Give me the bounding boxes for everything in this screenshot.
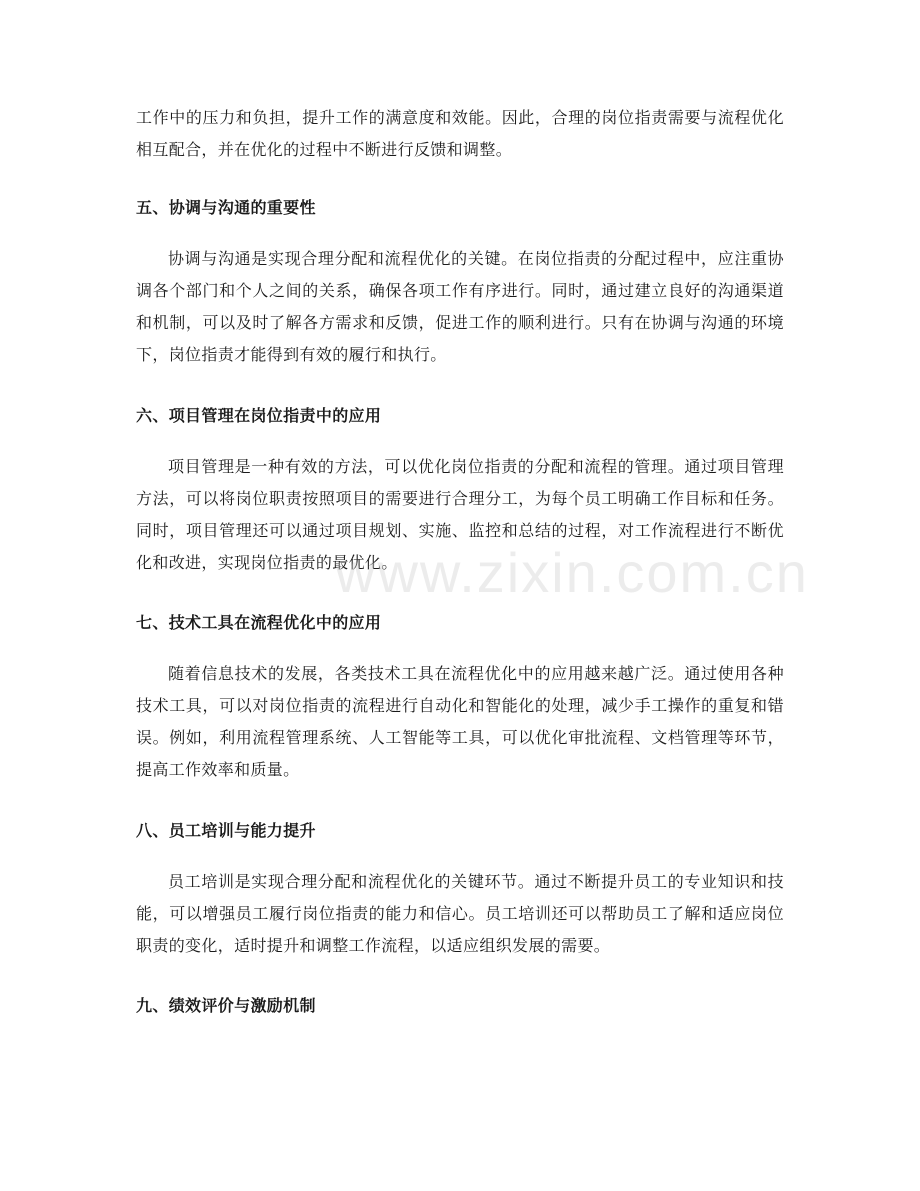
section-6-paragraph: 项目管理是一种有效的方法，可以优化岗位指责的分配和流程的管理。通过项目管理方法，可以将岗位职责按照项目的需要进行合理分工，为每个员工明确工作目标和任务。同时，项目管理还可以通过项目规划、实施、监控和总结的过程，对工作流程进行不断优化和改进，实现岗位指责的最优化。 xyxy=(136,457,784,572)
section-6-heading: 六、项目管理在岗位指责中的应用 xyxy=(136,406,382,425)
section-8-heading: 八、员工培训与能力提升 xyxy=(136,821,316,840)
section-7-heading: 七、技术工具在流程优化中的应用 xyxy=(136,613,382,632)
section-5-heading: 五、协调与沟通的重要性 xyxy=(136,198,316,217)
watermark-text: www.zixin.com.cn xyxy=(335,541,809,604)
paragraph-4-ending: 工作中的压力和负担，提升工作的满意度和效能。因此，合理的岗位指责需要与流程优化相互配合，并在优化的过程中不断进行反馈和调整。 xyxy=(136,108,784,159)
section-5-paragraph: 协调与沟通是实现合理分配和流程优化的关键。在岗位指责的分配过程中，应注重协调各个部门和个人之间的关系，确保各项工作有序进行。同时，通过建立良好的沟通渠道和机制，可以及时了解各方需求和反馈，促进工作的顺利进行。只有在协调与沟通的环境下，岗位指责才能得到有效的履行和执行。 xyxy=(136,249,784,364)
section-8-paragraph: 员工培训是实现合理分配和流程优化的关键环节。通过不断提升员工的专业知识和技能，可以增强员工履行岗位指责的能力和信心。员工培训还可以帮助员工了解和适应岗位职责的变化，适时提升和调整工作流程，以适应组织发展的需要。 xyxy=(136,872,784,955)
section-9-heading: 九、绩效评价与激励机制 xyxy=(136,996,316,1015)
section-7-paragraph: 随着信息技术的发展，各类技术工具在流程优化中的应用越来越广泛。通过使用各种技术工具，可以对岗位指责的流程进行自动化和智能化的处理，减少手工操作的重复和错误。例如，利用流程管理系统、人工智能等工具，可以优化审批流程、文档管理等环节，提高工作效率和质量。 xyxy=(136,664,784,779)
